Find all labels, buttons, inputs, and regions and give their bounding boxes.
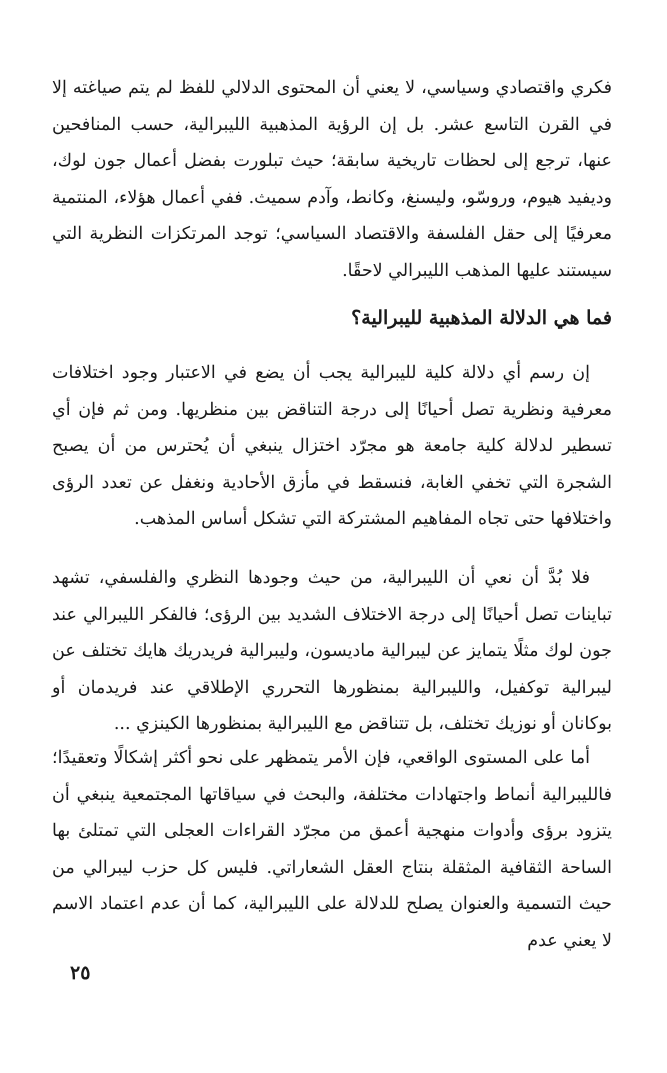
paragraph: فكري واقتصادي وسياسي، لا يعني أن المحتوى الدلالي للفظ لم يتم صياغته إلا في القرن التاسع عشر. بل إن الرؤية المذهبية الليبرالية، حسب المنافحين عنها، ترجع إلى لحظات تاريخية سابقة؛ حيث تبلورت بفضل أعمال جون لوك، وديفيد هيوم، وروسّو، وليسنغ، وكانط، وآدم سميث. ففي أعمال هؤلاء، المنتمية معرفيًا إلى حقل الفلسفة والاقتصاد السياسي؛ توجد المرتكزات النظرية التي سيستند عليها المذهب الليبرالي لاحقًا. (52, 78, 612, 281)
page-number: ٢٥ (70, 962, 91, 984)
text-block-3 (52, 560, 612, 743)
paragraph: أما على المستوى الواقعي، فإن الأمر يتمظهر على نحو أكثر إشكالًا وتعقيدًا؛ فالليبرالية أنماط واجتهادات مختلفة، والبحث في سياقاتها المجتمعية ينبغي أن يتزود برؤى وأدوات منهجية أعمق من مجرّد القراءات العجلى التي تمتلئ بها الساحة الثقافية المثقلة بنتاج العقل الشعاراتي. فليس كل حزب ليبرالي من حيث التسمية والعنوان يصلح للدلالة على الليبرالية، كما أن عدم اعتماد الاسم لا يعني عدم (52, 748, 612, 951)
paragraph: فلا بُدَّ أن نعي أن الليبرالية، من حيث وجودها النظري والفلسفي، تشهد تباينات تصل أحيانًا إلى درجة الاختلاف الشديد بين الرؤى؛ فالفكر الليبرالي عند جون لوك مثلًا يتمايز عن ليبرالية ماديسون، وليبرالية فريدريك هايك تختلف عن ليبرالية توكفيل، والليبرالية بمنظورها التحرري الإطلاقي عند فريدمان أو بوكانان أو نوزيك تختلف، بل تتناقض مع الليبرالية بمنظورها الكينزي ... (52, 568, 612, 734)
paragraph: إن رسم أي دلالة كلية لليبرالية يجب أن يضع في الاعتبار وجود اختلافات معرفية ونظرية تصل أحيانًا إلى درجة التناقض بين منظريها. ومن ثم فإن أي تسطير لدلالة كلية جامعة هو مجرّد اختزال ينبغي أن يُحترس من أن يصبح الشجرة التي تخفي الغابة، فنسقط في مأزق الأحادية ونغفل عن تعدد الرؤى واختلافها حتى تجاه المفاهيم المشتركة التي تشكل أساس المذهب. (52, 363, 612, 529)
text-block-4 (52, 740, 612, 959)
section-heading: فما هي الدلالة المذهبية لليبرالية؟ (351, 307, 612, 329)
section-heading-block (52, 300, 612, 336)
text-block-1 (52, 70, 612, 289)
text-block-2 (52, 355, 612, 538)
